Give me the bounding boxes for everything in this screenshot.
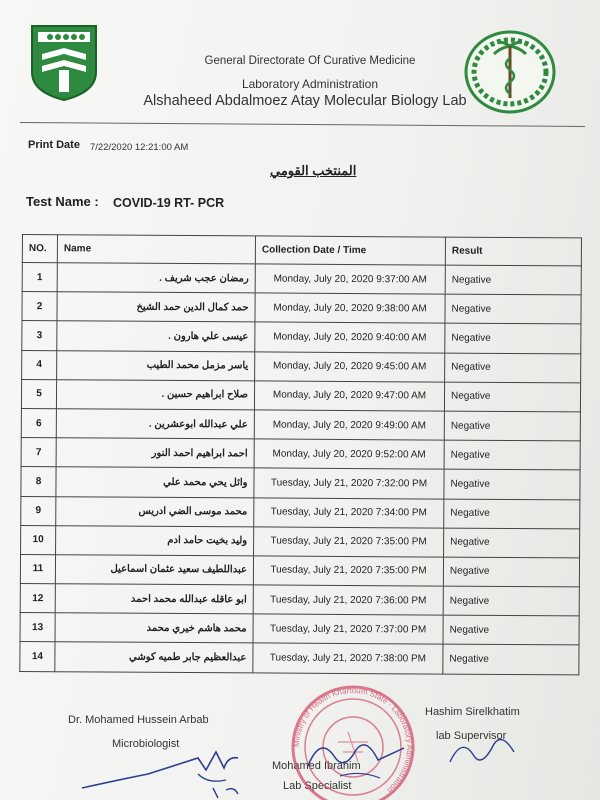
signatory-left-name: Dr. Mohamed Hussein Arbab: [68, 714, 209, 726]
test-result: Negative: [444, 469, 580, 499]
table-row: [20, 554, 579, 587]
test-result: Negative: [443, 615, 579, 645]
test-result: Negative: [445, 294, 581, 324]
collection-datetime: Monday, July 20, 2020 9:38:00 AM: [255, 293, 445, 323]
collection-datetime: Monday, July 20, 2020 9:52:00 AM: [254, 439, 444, 469]
test-result: Negative: [445, 323, 581, 353]
patient-name: ابو عاقله عبدالله محمد احمد: [55, 584, 253, 614]
signatory-center-name: Mohamed Ibrahim: [272, 760, 361, 772]
test-result: Negative: [444, 499, 580, 529]
collection-datetime: Monday, July 20, 2020 9:45:00 AM: [255, 351, 445, 381]
row-number: 3: [22, 321, 57, 350]
patient-name: علي عبدالله ابوعشرين .: [56, 409, 254, 439]
table-row: [22, 321, 581, 354]
collection-datetime: Monday, July 20, 2020 9:47:00 AM: [254, 381, 444, 411]
test-name-value: COVID-19 RT- PCR: [113, 196, 225, 210]
collection-datetime: Tuesday, July 21, 2020 7:32:00 PM: [254, 468, 444, 498]
row-number: 11: [20, 554, 55, 583]
row-number: 6: [21, 408, 56, 437]
signature-right-scribble: [444, 722, 524, 772]
patient-name: محمد هاشم خيري محمد: [55, 613, 253, 643]
collection-datetime: Tuesday, July 21, 2020 7:34:00 PM: [254, 497, 444, 527]
table-row: [21, 379, 580, 412]
header-divider: [20, 122, 585, 127]
patient-name: عيسى علي هارون .: [57, 321, 255, 351]
stamp-text: Ministry of Health Khartoum State · Laboratory Administration: [291, 685, 415, 795]
row-number: 2: [22, 292, 57, 321]
signatory-center-title: Lab Specialist: [283, 780, 352, 792]
lab-wreath-logo: [462, 28, 558, 116]
arabic-group-title: المنتخب القومي: [270, 163, 357, 178]
column-header-collection-date: Collection Date / Time: [255, 236, 445, 265]
table-header-row: [22, 235, 581, 266]
test-name-label: Test Name :: [26, 194, 99, 209]
test-result: Negative: [443, 586, 579, 616]
row-number: 12: [20, 584, 55, 613]
table-row: [21, 496, 580, 529]
table-row: [20, 584, 579, 617]
test-result: Negative: [444, 440, 580, 470]
column-header-result: Result: [445, 237, 581, 266]
table-row: [20, 642, 579, 675]
patient-name: وائل يحي محمد علي: [56, 467, 254, 497]
patient-name: رمضان عجب شريف .: [57, 263, 255, 293]
table-row: [21, 525, 580, 558]
row-number: 1: [22, 263, 57, 292]
signatory-right-title: lab Supervisor: [436, 730, 507, 742]
header-directorate: General Directorate Of Curative Medicine: [204, 55, 416, 67]
table-row: [20, 613, 579, 646]
row-number: 14: [20, 642, 55, 671]
test-result: Negative: [444, 382, 580, 412]
test-result: Negative: [445, 265, 581, 295]
collection-datetime: Tuesday, July 21, 2020 7:35:00 PM: [253, 556, 443, 586]
collection-datetime: Tuesday, July 21, 2020 7:36:00 PM: [253, 585, 443, 615]
patient-name: عبدالعظيم جابر طميه كوشي: [55, 642, 253, 672]
table-row: [21, 408, 580, 441]
collection-datetime: Tuesday, July 21, 2020 7:35:00 PM: [254, 527, 444, 557]
collection-datetime: Tuesday, July 21, 2020 7:37:00 PM: [253, 614, 443, 644]
table-row: [22, 263, 581, 296]
column-header-no: NO.: [22, 235, 57, 263]
signature-left-scribble: [78, 744, 253, 800]
test-result: Negative: [443, 645, 579, 675]
row-number: 13: [20, 613, 55, 642]
print-date-label: Print Date: [28, 139, 80, 151]
signature-center-scribble: [300, 726, 420, 786]
test-result: Negative: [444, 411, 580, 441]
ministry-emblem-logo: [28, 22, 100, 102]
row-number: 8: [21, 467, 56, 496]
collection-datetime: Monday, July 20, 2020 9:37:00 AM: [255, 264, 445, 294]
patient-name: وليد بخيت حامد ادم: [56, 525, 254, 555]
row-number: 7: [21, 438, 56, 467]
table-row: [21, 467, 580, 500]
print-date-value: 7/22/2020 12:21:00 AM: [90, 142, 189, 153]
patient-name: محمد موسى الضي ادريس: [56, 496, 254, 526]
header-administration: Laboratory Administration: [241, 77, 379, 91]
column-header-name: Name: [57, 235, 255, 264]
row-number: 5: [21, 379, 56, 408]
patient-name: احمد ابراهيم احمد النور: [56, 438, 254, 468]
header-lab-name: Alshaheed Abdalmoez Atay Molecular Biology Lab: [143, 93, 467, 109]
patient-name: ياسر مزمل محمد الطيب: [57, 350, 255, 380]
results-table: [19, 234, 582, 675]
signatory-right-name: Hashim Sirelkhatim: [425, 706, 520, 718]
collection-datetime: Tuesday, July 21, 2020 7:38:00 PM: [253, 643, 443, 673]
table-row: [22, 292, 581, 325]
patient-name: عبداللطيف سعيد عثمان اسماعيل: [55, 555, 253, 585]
row-number: 9: [21, 496, 56, 525]
table-row: [21, 438, 580, 471]
signatory-left-title: Microbiologist: [112, 738, 180, 750]
table-row: [22, 350, 581, 383]
patient-name: حمد كمال الدين حمد الشيخ: [57, 292, 255, 322]
row-number: 4: [22, 350, 57, 379]
test-result: Negative: [443, 557, 579, 587]
collection-datetime: Monday, July 20, 2020 9:40:00 AM: [255, 322, 445, 352]
collection-datetime: Monday, July 20, 2020 9:49:00 AM: [254, 410, 444, 440]
patient-name: صلاح ابراهيم حسين .: [56, 379, 254, 409]
row-number: 10: [21, 525, 56, 554]
test-result: Negative: [445, 353, 581, 383]
test-result: Negative: [444, 528, 580, 558]
